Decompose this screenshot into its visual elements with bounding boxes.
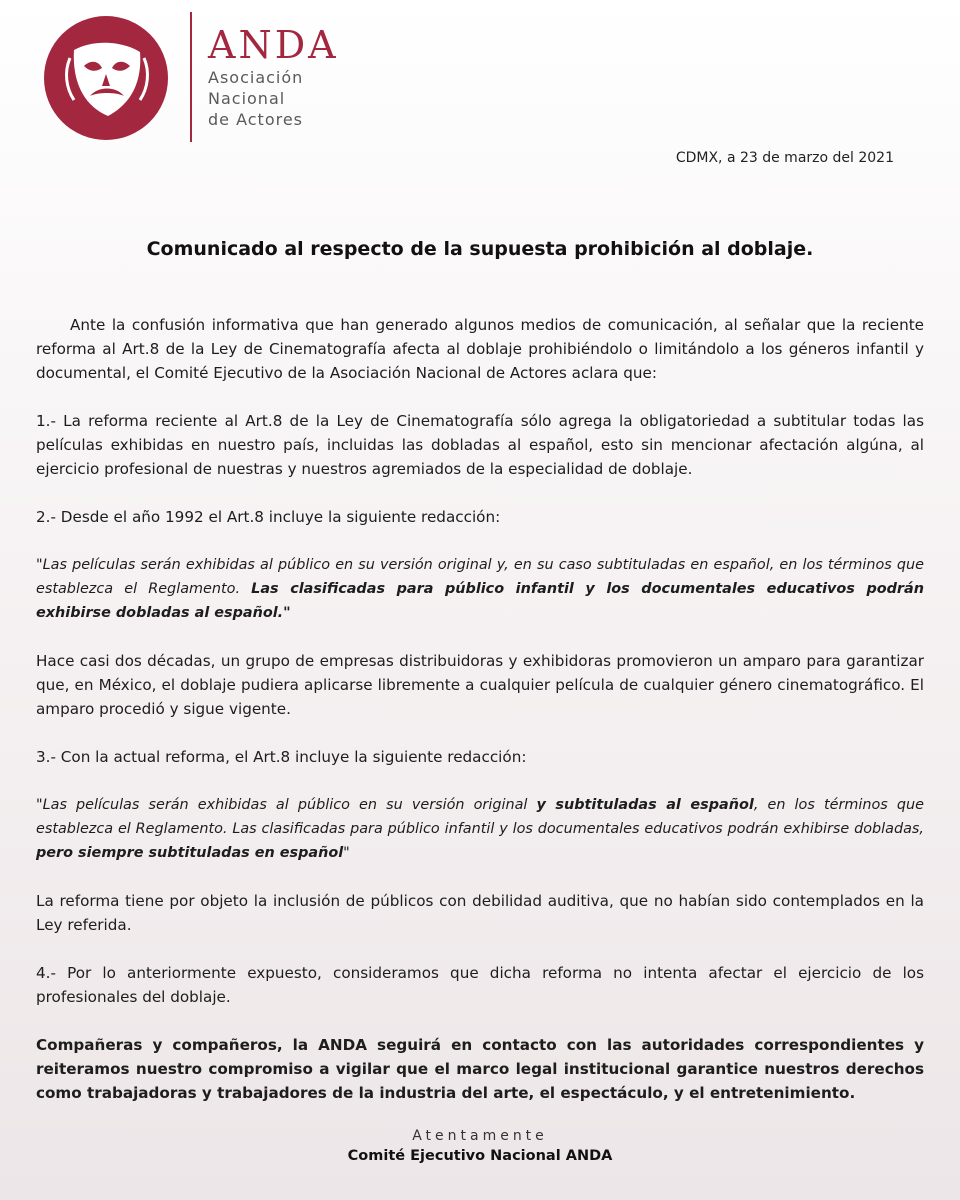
greeting: Atentamente — [412, 1128, 548, 1144]
letter-date: CDMX, a 23 de marzo del 2021 — [675, 150, 894, 166]
point-4-paragraph: 4.- Por lo anteriormente expuesto, consideramos que dicha reforma no intenta afectar el ejercicio de los profesionales del doblaje. — [36, 964, 924, 1006]
quote-text: "Las películas serán exhibidas al público en su versión original — [36, 797, 537, 813]
point-1-paragraph: 1.- La reforma reciente al Art.8 de la Ley de Cinematografía sólo agrega la obligatoriedad a subtitular todas las películas exhibidas en nuestro país, incluidas las dobladas al español, esto sin mencionar afectación algúna, al ejercicio profesional de nuestras y nuestros agremiados de la especialidad de doblaje. — [36, 412, 924, 478]
reform-purpose-paragraph: La reforma tiene por objeto la inclusión de públicos con debilidad auditiva, que no habían sido contemplados en la Ley referida. — [36, 892, 924, 934]
logo-divider — [190, 12, 192, 142]
intro-paragraph: Ante la confusión informativa que han generado algunos medios de comunicación, al señalar que la reciente reforma al Art.8 de la Ley de Cinematografía afecta al doblaje prohibiéndolo o limitándolo a los géneros infantil y documental, el Comité Ejecutivo de la Asociación Nacional de Actores aclara que: — [36, 316, 924, 382]
point-2-paragraph: 2.- Desde el año 1992 el Art.8 incluye la siguiente redacción: — [36, 508, 501, 526]
closing-paragraph: Compañeras y compañeros, la ANDA seguirá en contacto con las autoridades correspondientes y reiteramos nuestro compromiso a vigilar que el marco legal institucional garantice nuestros derechos como trabajadoras y trabajadores de la industria del arte, el espectáculo, y el entretenimiento. — [36, 1036, 924, 1102]
letter-body — [36, 313, 924, 1129]
page-title: Comunicado al respecto de la supuesta prohibición al doblaje. — [146, 238, 814, 260]
quote-text: "Las películas serán exhibidas al público en su versión original y, en su caso subtituladas en español, en los términos que establezca el Reglamento. — [36, 557, 924, 597]
signoff — [0, 1128, 960, 1164]
quote-reform — [36, 793, 924, 865]
quote-text-bold: y subtituladas al español — [536, 797, 754, 813]
brand-line: de Actores — [208, 110, 304, 129]
brand-subtitle — [208, 67, 303, 130]
quote-text-bold: Las clasificadas para público infantil y los documentales educativos podrán exhibirse dobladas al español." — [36, 581, 924, 621]
signature: Comité Ejecutivo Nacional ANDA — [347, 1148, 613, 1164]
brand-name: ANDA — [208, 23, 339, 67]
quote-1992 — [36, 553, 924, 625]
amparo-paragraph: Hace casi dos décadas, un grupo de empresas distribuidoras y exhibidoras promovieron un amparo para garantizar que, en México, el doblaje pudiera aplicarse libremente a cualquier película de cualquier género cinematográfico. El amparo procedió y sigue vigente. — [36, 652, 924, 718]
brand-line: Asociación — [208, 68, 304, 87]
quote-text: , en los términos que establezca el Reglamento. Las clasificadas para público infantil y los documentales educativos podrán exhibirse dobladas, — [36, 797, 924, 837]
brand-line: Nacional — [208, 89, 286, 108]
theatre-mask-icon — [44, 16, 168, 140]
point-3-paragraph: 3.- Con la actual reforma, el Art.8 incluye la siguiente redacción: — [36, 748, 527, 766]
quote-text-bold: pero siempre subtituladas en español — [36, 845, 344, 861]
quote-text: " — [343, 845, 350, 861]
